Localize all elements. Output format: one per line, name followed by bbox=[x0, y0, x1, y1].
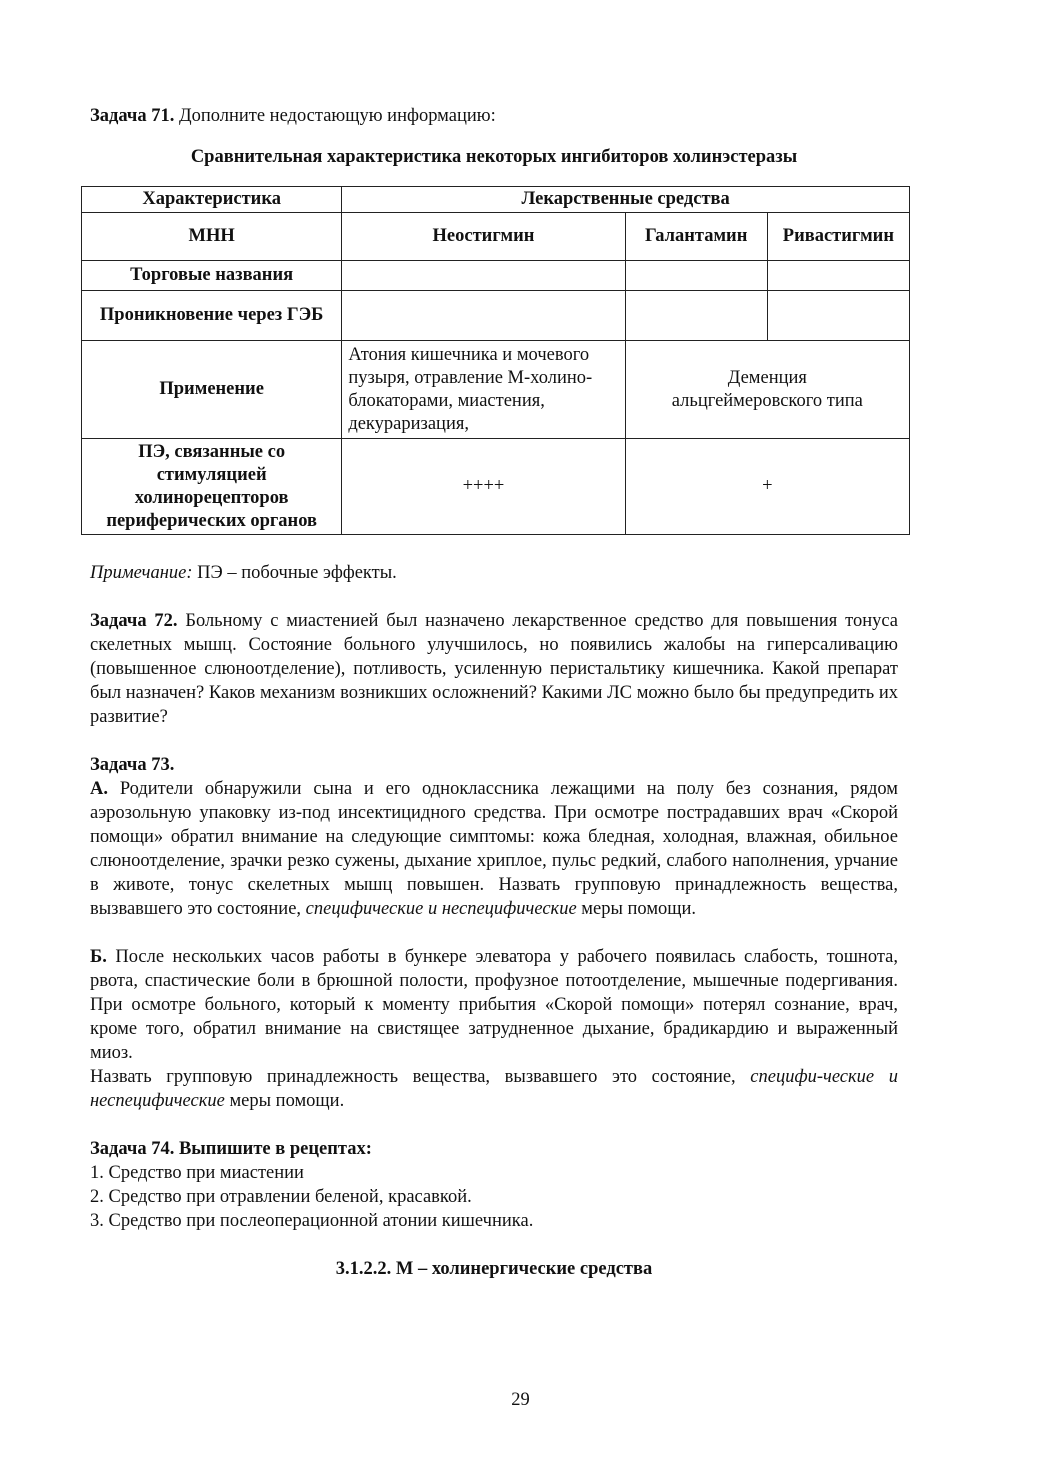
cell-bbb-galantamine bbox=[625, 291, 767, 341]
table-note bbox=[90, 561, 898, 585]
task73-a-end: меры помощи. bbox=[576, 899, 697, 919]
drug-rivastigmine: Ривастигмин bbox=[767, 213, 909, 261]
cell-side-neostigmine: ++++ bbox=[342, 439, 625, 535]
task73-a-label: А. bbox=[90, 779, 108, 799]
header-drugs: Лекарственные средства bbox=[342, 187, 910, 213]
row-trade-names-label: Торговые названия bbox=[82, 261, 342, 291]
task74-item: 2. Средство при отравлении беленой, красавкой. bbox=[90, 1187, 472, 1207]
task73-a-italic: специфические и неспецифические bbox=[305, 899, 577, 919]
task73-b-text: После нескольких часов работы в бункере элеватора у рабочего появилась слабость, тошнота, рвота, спастические боли в брюшной полости, профузное потоотделение, мышечные подергивания. При осмотре больного, который к моменту прибытия «Скорой помощи» потерял сознание, врач, кроме того, обратил внимание на свистящее затрудненное дыхание, брадикардию и выраженный миоз. bbox=[90, 947, 898, 1063]
inhibitors-table bbox=[81, 186, 910, 535]
task73-heading: Задача 73. bbox=[90, 755, 175, 775]
task73-part-a bbox=[90, 777, 898, 921]
task71-label: Задача 71. bbox=[90, 106, 175, 126]
page-number: 29 bbox=[511, 1390, 530, 1410]
cell-trade-galantamine bbox=[625, 261, 767, 291]
cell-use-galantamine-rivastigmine: Деменция альцгеймеровского типа bbox=[625, 341, 909, 439]
task73-part-b-question bbox=[90, 1065, 898, 1113]
task74-item: 1. Средство при миастении bbox=[90, 1163, 304, 1183]
cell-side-galantamine-rivastigmine: + bbox=[625, 439, 909, 535]
task73-part-b bbox=[90, 945, 898, 1065]
task72-paragraph bbox=[90, 609, 898, 729]
task73-a-text: Родители обнаружили сына и его одноклассника лежащими на полу без сознания, рядом аэрозольную упаковку из-под инсектицидного средства. При осмотре пострадавших врач «Скорой помощи» обратил внимание на следующие симптомы: кожа бледная, холодная, влажная, обильное слюноотделение, зрачки резко сужены, дыхание хриплое, пульс редкий, слабого наполнения, урчание в животе, тонус скелетных мышц повышен. Назвать групповую принадлежность вещества, вызвавшего это состояние, bbox=[90, 779, 898, 919]
task73-b-label: Б. bbox=[90, 947, 107, 967]
cell-trade-neostigmine bbox=[342, 261, 625, 291]
note-text: ПЭ – побочные эффекты. bbox=[192, 563, 397, 583]
task73-b-italic: специфи-ческие и неспецифические bbox=[90, 1067, 898, 1111]
task73-b-end: меры помощи. bbox=[224, 1091, 345, 1111]
header-characteristic: Характеристика bbox=[82, 187, 342, 213]
row-side-effects-label: ПЭ, связанные со стимуляцией холинорецепторов периферических органов bbox=[82, 439, 342, 535]
task71-heading bbox=[90, 104, 898, 128]
drug-neostigmine: Неостигмин bbox=[342, 213, 625, 261]
note-label: Примечание: bbox=[90, 563, 193, 583]
task74-item: 3. Средство при послеоперационной атонии кишечника. bbox=[90, 1211, 534, 1231]
row-mnn-label: МНН bbox=[82, 213, 342, 261]
task72-text: Больному с миастенией был назначено лекарственное средство для повышения тонуса скелетных мышц. Состояние больного улучшилось, но появились жалобы на гиперсаливацию (повышенное слюноотделение), потливость, усиленную перистальтику кишечника. Какой препарат был назначен? Каков механизм возникших осложнений? Какими ЛС можно было бы предупредить их развитие? bbox=[90, 611, 898, 727]
task72-label: Задача 72. bbox=[90, 611, 178, 631]
task73-b-text2: Назвать групповую принадлежность вещества, вызвавшего это состояние, bbox=[90, 1067, 751, 1087]
task71-instruction: Дополните недостающую информацию: bbox=[174, 106, 496, 126]
row-use-label: Применение bbox=[82, 341, 342, 439]
cell-use-neostigmine: Атония кишечника и мочевого пузыря, отравление М-холино-блокаторами, миастения, декураризация, bbox=[342, 341, 625, 439]
drug-galantamine: Галантамин bbox=[625, 213, 767, 261]
row-bbb-label: Проникновение через ГЭБ bbox=[82, 291, 342, 341]
cell-bbb-neostigmine bbox=[342, 291, 625, 341]
section-title: 3.1.2.2. М – холинергические средства bbox=[335, 1259, 653, 1279]
page bbox=[90, 100, 898, 1281]
cell-trade-rivastigmine bbox=[767, 261, 909, 291]
table-caption: Сравнительная характеристика некоторых ингибиторов холинэстеразы bbox=[190, 147, 798, 167]
task74-heading: Задача 74. Выпишите в рецептах: bbox=[90, 1139, 372, 1159]
cell-bbb-rivastigmine bbox=[767, 291, 909, 341]
